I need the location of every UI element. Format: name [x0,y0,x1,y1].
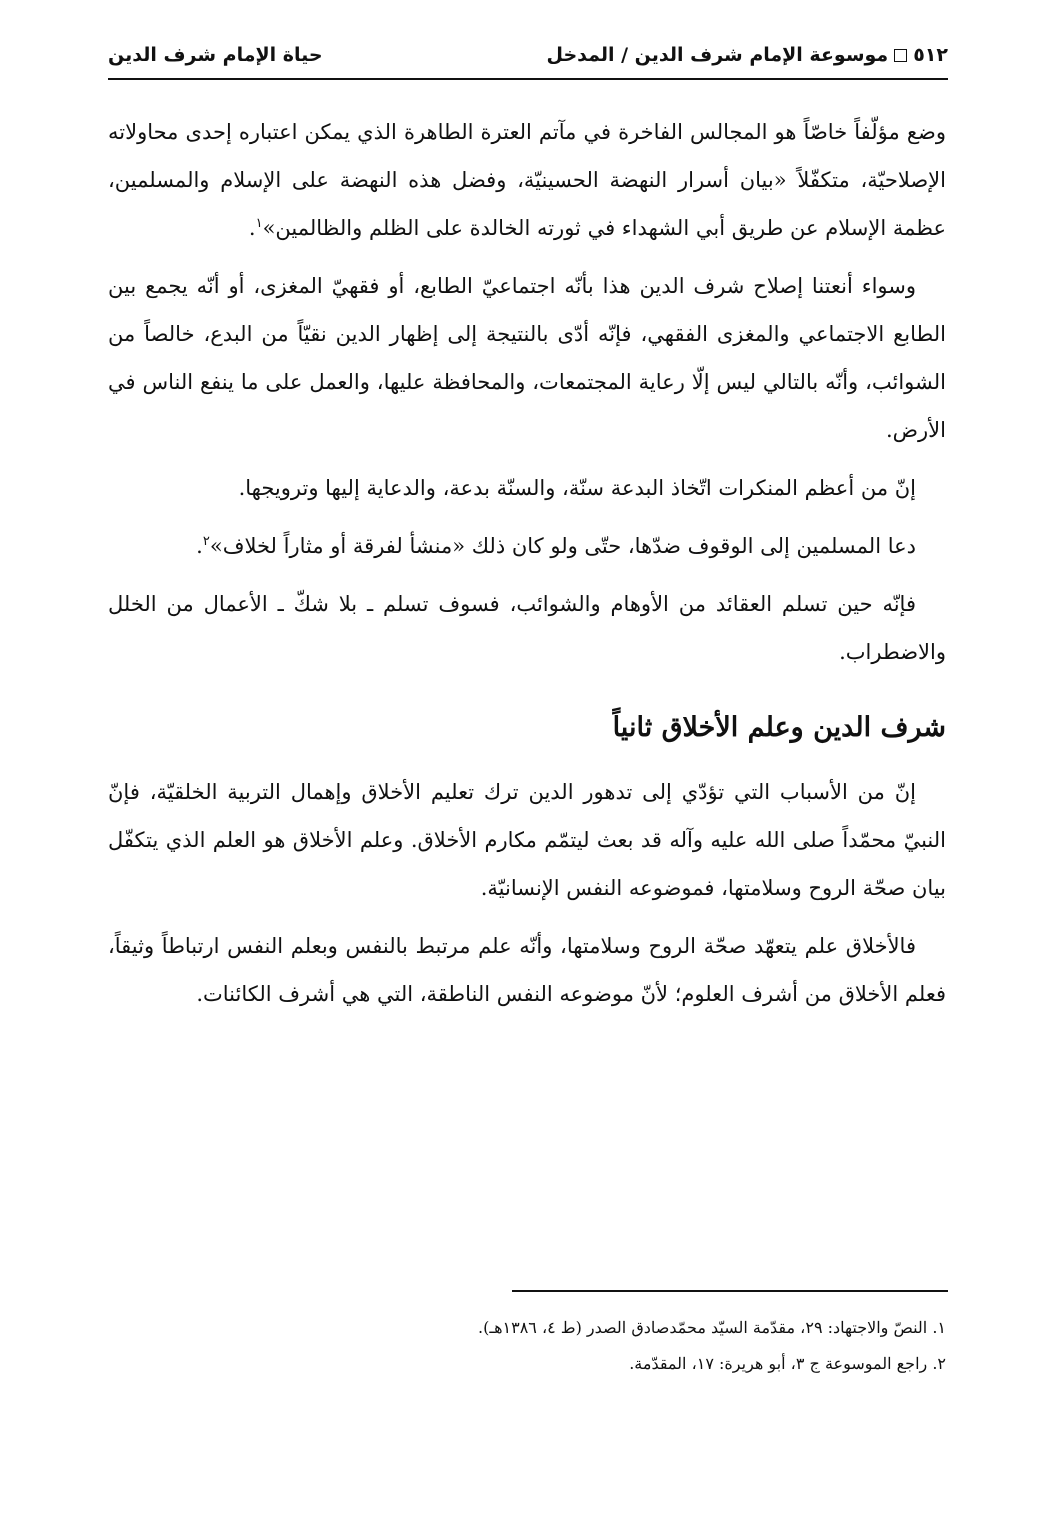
footnotes [108,1310,946,1382]
footnote-ref-2: ٢ [202,534,210,549]
section-paragraph-1: إنّ من الأسباب التي تؤدّي إلى تدهور الدين ترك تعليم الأخلاق وإهمال التربية الخلقيّة، فإنّ النبيّ محمّداً صلى الله عليه وآله قد بعث ليتمّم مكارم الأخلاق. وعلم الأخلاق هو العلم الذي يتكفّل بيان صحّة الروح وسلامتها، فموضوعه النفس الإنسانيّة. [108,780,946,900]
footnote-divider [512,1290,948,1292]
paragraph-1-text: وضع مؤلّفاً خاصّاً هو المجالس الفاخرة في مآتم العترة الطاهرة الذي يمكن اعتباره إحدى محاولاته الإصلاحيّة، متكفّلاً «بيان أسرار النهضة الحسينيّة، وفضل هذه النهضة على الإسلام والمسلمين، عظمة الإسلام عن طريق أبي الشهداء في ثورته الخالدة على الظلم والظالمين» [108,120,946,240]
footnote-ref-1: ١ [255,216,263,231]
section-heading: شرف الدين وعلم الأخلاق ثانياً [612,712,946,743]
header-right [546,44,948,66]
paragraph-2: وسواء أنعتنا إصلاح شرف الدين هذا بأنّه اجتماعيّ الطابع، أو فقهيّ المغزى، أو أنّه يجمع بين الطابع الاجتماعي والمغزى الفقهي، فإنّه أدّى بالنتيجة إلى إظهار الدين نقيّاً من البدع، خالصاً من الشوائب، وأنّه بالتالي ليس إلّا رعاية المجتمعات، والمحافظة عليها، والعمل على ما ينفع الناس في الأرض. [108,274,946,442]
page-header [108,38,948,78]
header-divider [108,78,948,80]
footnote-2: ٢. راجع الموسوعة ج ٣، أبو هريرة: ١٧، المقدّمة. [629,1354,946,1373]
running-title-left: حياة الإمام شرف الدين [108,44,323,66]
paragraph-4-ending: . [196,534,203,558]
paragraph-4-text: دعا المسلمين إلى الوقوف ضدّها، حتّى ولو كان ذلك «منشأ لفرقة أو مثاراً لخلاف» [209,534,916,558]
running-title-right: موسوعة الإمام شرف الدين / المدخل [546,44,889,66]
section-paragraph-2: فالأخلاق علم يتعهّد صحّة الروح وسلامتها، وأنّه علم مرتبط بالنفس وبعلم النفس ارتباطاً وثيقاً، فعلم الأخلاق من أشرف العلوم؛ لأنّ موضوعه النفس الناطقة، التي هي أشرف الكائنات. [108,934,946,1006]
paragraph-1 [108,108,946,252]
paragraph-4 [108,522,946,570]
paragraph-5: فإنّه حين تسلم العقائد من الأوهام والشوائب، فسوف تسلم ـ بلا شكّ ـ الأعمال من الخلل والاضطراب. [108,592,946,664]
footnote-1: ١. النصّ والاجتهاد: ٢٩، مقدّمة السيّد محمّدصادق الصدر (ط ٤، ١٣٨٦هـ). [478,1318,946,1337]
paragraph-1-ending: . [248,216,256,240]
paragraph-3: إنّ من أعظم المنكرات اتّخاذ البدعة سنّة، والسنّة بدعة، والدعاية إليها وترويجها. [238,476,916,500]
separator-square-icon [894,49,907,62]
main-text [108,108,946,1028]
page-number: ٥١٢ [913,44,948,66]
